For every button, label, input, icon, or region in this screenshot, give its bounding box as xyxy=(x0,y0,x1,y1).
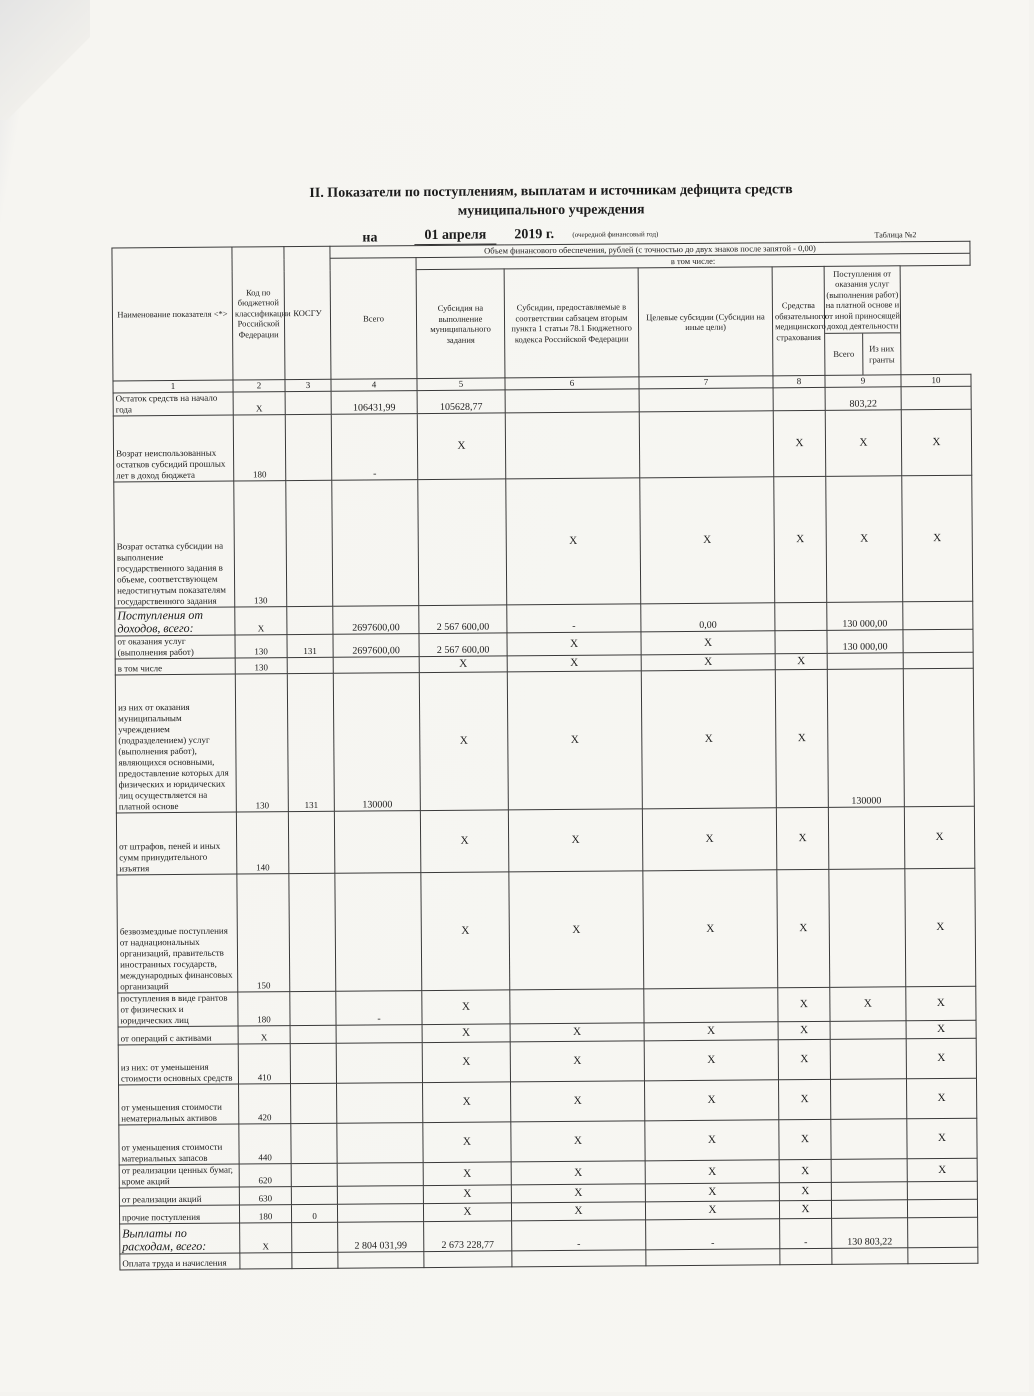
table-row xyxy=(116,806,974,875)
col-number: 6 xyxy=(505,377,639,390)
row-name: Поступления от доходов, всего: xyxy=(115,607,235,636)
row-kosgu: 131 xyxy=(287,634,333,657)
col-number: 2 xyxy=(233,380,285,392)
row-value-c7: X xyxy=(640,477,775,604)
header-target: Целевые субсидии (Субсидии на иные цели) xyxy=(638,267,773,377)
row-value-c8: X xyxy=(779,1159,831,1182)
table-row xyxy=(115,668,974,813)
row-value-c8: X xyxy=(777,869,830,987)
row-kosgu xyxy=(291,1163,337,1186)
header-name: Наименование показателя <*> xyxy=(112,247,233,381)
row-value-c10: X xyxy=(904,806,974,869)
row-value-c5: X xyxy=(423,1185,511,1204)
table-header xyxy=(112,241,971,381)
row-value-total xyxy=(337,1186,423,1205)
row-code: 420 xyxy=(239,1084,291,1124)
row-code: 410 xyxy=(238,1044,290,1084)
row-value-c9: X xyxy=(830,987,906,1022)
header-paid-total: Всего xyxy=(825,334,863,375)
row-value-c10: X xyxy=(902,475,973,602)
row-value-c5: X xyxy=(423,1082,511,1123)
row-value-c10: X xyxy=(906,1038,976,1079)
row-value-c9 xyxy=(830,1039,906,1080)
row-value-c6: X xyxy=(507,671,642,810)
row-kosgu xyxy=(287,657,333,673)
table-row xyxy=(113,409,971,482)
row-kosgu xyxy=(288,811,334,873)
row-code: X xyxy=(238,1026,290,1044)
row-code: 130 xyxy=(234,481,287,607)
row-name: от уменьшения стоимости нематериальных активов xyxy=(119,1084,239,1125)
row-name: от реализации акций xyxy=(119,1187,239,1206)
col-number: 8 xyxy=(773,375,825,387)
row-kosgu xyxy=(292,1222,338,1252)
row-value-c6: X xyxy=(510,1081,644,1122)
row-kosgu xyxy=(290,991,336,1025)
row-value-total xyxy=(337,1204,423,1223)
row-value-c10: X xyxy=(906,1020,976,1039)
row-value-c10: X xyxy=(906,1078,976,1119)
row-value-c5: X xyxy=(423,1162,511,1186)
row-value-c5: X xyxy=(419,672,508,811)
row-value-total xyxy=(337,1123,423,1164)
row-value-total xyxy=(336,1025,422,1044)
row-value-c9 xyxy=(827,653,903,670)
row-value-c5: X xyxy=(420,810,508,873)
row-name: Возрат остатка субсидии на выполнение государственного задания в объеме, соответствующем недостигнутым показателям государственного задания xyxy=(114,481,235,608)
row-value-c10 xyxy=(903,652,973,669)
row-value-c6: - xyxy=(512,1220,646,1251)
row-value-c6: X xyxy=(506,478,641,605)
row-value-total xyxy=(333,657,419,674)
row-value-total xyxy=(334,811,420,874)
row-value-c9: 130 000,00 xyxy=(827,630,903,654)
date-day: 01 апреля xyxy=(414,227,496,245)
row-value-c8: - xyxy=(780,1218,832,1248)
row-value-c5: 2 567 600,00 xyxy=(419,633,507,657)
row-value-c7 xyxy=(644,988,778,1023)
row-value-c8 xyxy=(775,630,827,653)
row-code: X xyxy=(240,1223,292,1253)
row-code: 180 xyxy=(238,992,290,1026)
col-number: 3 xyxy=(285,379,331,391)
row-value-c9 xyxy=(829,869,906,988)
table-row xyxy=(119,1078,977,1125)
row-value-c5: X xyxy=(417,413,506,480)
row-value-c8: X xyxy=(779,1119,831,1159)
row-code: 140 xyxy=(236,812,288,874)
row-value-c8 xyxy=(775,602,827,630)
row-value-c7: X xyxy=(645,1201,779,1220)
row-value-c5: X xyxy=(422,1042,510,1083)
table-number: Таблица №2 xyxy=(874,230,917,240)
row-value-c8: X xyxy=(779,1182,831,1200)
row-name: от операций с активами xyxy=(118,1026,238,1045)
row-value-c6 xyxy=(512,1250,646,1267)
header-subsidy-78: Субсидии, предоставляемые в соответствии сабзацем вторым пункта 1 статьи 78.1 Бюджетного кодекса Российской Федерации xyxy=(504,268,639,378)
row-value-c6: X xyxy=(511,1161,645,1185)
row-code: 630 xyxy=(239,1187,291,1205)
col-number: 1 xyxy=(113,380,233,393)
col-number: 10 xyxy=(901,374,971,387)
row-name: от штрафов, пеней и иных сумм принудительного изъятия xyxy=(116,812,236,875)
row-value-c8 xyxy=(773,387,825,410)
row-value-c7: X xyxy=(644,1022,778,1041)
row-kosgu: 0 xyxy=(291,1204,337,1222)
row-name: поступления в виде грантов от физических и юридических лиц xyxy=(118,992,238,1027)
header-oms: Средства обязательного медицинского страхования xyxy=(772,266,825,375)
row-value-total xyxy=(335,873,422,992)
row-value-total: 106431,99 xyxy=(331,391,417,415)
row-value-total: - xyxy=(336,991,422,1026)
row-code: 130 xyxy=(235,674,288,812)
row-value-c7: X xyxy=(644,1080,778,1121)
row-code: 130 xyxy=(235,635,287,658)
row-value-c7: X xyxy=(645,1160,779,1184)
row-value-c9: 130 000,00 xyxy=(827,602,903,631)
row-value-total: 2697600,00 xyxy=(333,606,419,635)
row-value-c8: X xyxy=(778,987,830,1021)
row-value-c9: X xyxy=(826,476,903,603)
row-name: Выплаты по расходам, всего: xyxy=(120,1223,240,1254)
row-kosgu xyxy=(289,873,336,991)
row-value-c7 xyxy=(639,411,774,478)
row-value-c5: 2 567 600,00 xyxy=(419,605,507,634)
header-kosgu: КОСГУ xyxy=(284,246,331,379)
row-value-c10: X xyxy=(907,1158,977,1182)
row-value-c9 xyxy=(830,1079,906,1120)
row-kosgu xyxy=(290,1025,336,1043)
row-code: 130 xyxy=(235,658,287,674)
row-name: Оплата труда и начисления xyxy=(120,1253,240,1270)
row-code: X xyxy=(233,392,285,415)
row-value-c5: X xyxy=(423,1122,511,1163)
row-value-c7: X xyxy=(641,631,775,655)
row-value-total xyxy=(337,1083,423,1124)
table-body xyxy=(113,374,978,1270)
row-name: Остаток средств на начало года xyxy=(113,392,233,416)
header-volume: Объем финансового обеспечения, рублей (с точностью до двух знаков после запятой - 0,00) xyxy=(330,241,970,258)
row-value-c9: 130 803,22 xyxy=(832,1218,908,1249)
row-value-total: 2697600,00 xyxy=(333,634,419,658)
row-value-c6: X xyxy=(511,1202,645,1221)
row-value-c10: X xyxy=(906,986,976,1021)
row-value-c8: X xyxy=(775,653,827,669)
row-value-c6: X xyxy=(509,871,644,990)
row-value-c6: X xyxy=(508,809,642,872)
row-value-c10 xyxy=(903,601,973,630)
row-name: от оказания услуг (выполнения работ) xyxy=(115,635,235,659)
row-code: 180 xyxy=(239,1205,291,1223)
row-value-c5: X xyxy=(421,872,510,991)
row-value-c10 xyxy=(907,1181,977,1200)
row-value-total xyxy=(336,1043,422,1084)
table-row xyxy=(119,1118,977,1165)
row-value-c7: X xyxy=(642,808,776,871)
row-kosgu: 131 xyxy=(287,673,334,811)
row-value-c7: - xyxy=(646,1219,780,1250)
row-value-c10 xyxy=(908,1247,978,1264)
row-value-c10 xyxy=(907,1199,977,1218)
row-kosgu xyxy=(290,1043,336,1083)
row-value-c5: X xyxy=(422,990,510,1025)
row-value-total xyxy=(337,1163,423,1187)
row-value-c9 xyxy=(831,1182,907,1201)
row-value-c9 xyxy=(831,1159,907,1183)
row-kosgu xyxy=(285,391,331,414)
row-value-c8: X xyxy=(778,1021,830,1039)
row-value-c7: X xyxy=(645,1120,779,1161)
row-value-c9 xyxy=(831,1200,907,1219)
row-value-c7: 0,00 xyxy=(641,603,775,632)
row-value-c5: 105628,77 xyxy=(417,390,505,414)
row-value-c6: X xyxy=(507,632,641,656)
row-value-c6: X xyxy=(510,1023,644,1042)
row-kosgu xyxy=(291,1083,337,1123)
row-value-c7 xyxy=(646,1249,780,1266)
row-value-total: - xyxy=(331,414,418,481)
row-value-c8: X xyxy=(775,669,828,807)
row-name: в том числе xyxy=(115,658,235,675)
document-title xyxy=(246,180,856,223)
row-value-c8: X xyxy=(773,410,826,476)
col-number: 4 xyxy=(331,379,417,392)
row-kosgu xyxy=(287,606,333,634)
table-row xyxy=(114,475,973,608)
header-code: Код по бюджетной классификации Российской Федерации xyxy=(232,247,285,380)
table-row xyxy=(118,1038,976,1085)
row-value-c7: X xyxy=(643,870,778,989)
row-value-c10: X xyxy=(901,409,972,476)
row-value-c6: X xyxy=(510,1041,644,1082)
row-kosgu xyxy=(291,1123,337,1163)
row-value-c5: 2 673 228,77 xyxy=(424,1221,512,1252)
row-value-total xyxy=(338,1252,424,1269)
row-value-c7: X xyxy=(645,1183,779,1202)
row-value-c9: 803,22 xyxy=(825,387,901,411)
row-value-c5 xyxy=(418,479,507,606)
col-number: 5 xyxy=(417,378,505,391)
header-subsidy: Субсидия на выполнение муниципального задания xyxy=(416,269,505,379)
header-incl: в том числе: xyxy=(416,253,970,269)
row-value-c5: X xyxy=(422,1024,510,1043)
row-value-c9: X xyxy=(825,410,902,477)
row-value-c6 xyxy=(510,989,644,1024)
col-number: 7 xyxy=(639,376,773,389)
row-value-c9 xyxy=(828,807,904,870)
row-value-c6: X xyxy=(507,655,641,672)
table-row xyxy=(117,868,976,993)
row-name: безвозмездные поступления от наднациональных организаций, правительств иностранных государств, международных финансовых организаций xyxy=(117,874,238,993)
date-year: 2019 г. xyxy=(514,227,555,243)
row-code: X xyxy=(235,607,287,635)
col-number: 9 xyxy=(825,375,901,388)
row-value-c6 xyxy=(505,412,640,479)
row-code: 440 xyxy=(239,1124,291,1164)
header-total: Всего xyxy=(330,258,417,380)
row-value-c9: 130000 xyxy=(827,669,904,808)
row-value-c8: X xyxy=(776,807,828,869)
row-value-c10: X xyxy=(907,1118,977,1159)
row-value-c8: X xyxy=(778,1039,830,1079)
row-value-c5: X xyxy=(419,656,507,673)
row-value-c5 xyxy=(424,1251,512,1268)
row-code: 620 xyxy=(239,1164,291,1187)
row-value-total xyxy=(332,480,419,607)
row-value-total: 130000 xyxy=(333,673,420,812)
row-value-c8: X xyxy=(778,1079,830,1119)
row-name: из них от оказания муниципальным учреждением (подразделением) услуг (выполнения работ), являющихся основными, предоставление которых для физических и юридических лиц осуществляется на платной основе xyxy=(115,674,236,813)
date-prefix: на xyxy=(362,230,378,246)
row-name: от реализации ценных бумаг, кроме акций xyxy=(119,1164,239,1188)
row-name: прочие поступления xyxy=(119,1205,239,1224)
row-value-c9 xyxy=(830,1021,906,1040)
row-value-c10 xyxy=(903,629,973,653)
row-kosgu xyxy=(291,1186,337,1204)
row-value-c8 xyxy=(780,1248,832,1264)
row-value-c9 xyxy=(831,1119,907,1160)
row-value-c6: - xyxy=(507,604,641,633)
row-value-c6: X xyxy=(511,1184,645,1203)
row-kosgu xyxy=(286,480,333,606)
row-value-c5: X xyxy=(423,1203,511,1222)
row-value-c7: X xyxy=(641,670,776,809)
row-value-c10: X xyxy=(905,868,976,987)
row-kosgu xyxy=(292,1252,338,1268)
row-value-c7 xyxy=(639,388,773,412)
row-value-c10 xyxy=(901,386,971,410)
row-code: 150 xyxy=(237,874,290,992)
row-value-c10 xyxy=(903,668,974,807)
row-value-c8: X xyxy=(774,476,827,602)
date-hint: (очередной финансовый год) xyxy=(572,230,659,239)
header-paid: Поступления от оказания услуг (выполнения работ) на платной основе и от иной приносящей доход деятельности xyxy=(825,266,901,334)
row-value-c9 xyxy=(832,1248,908,1265)
title-line-1: II. Показатели по поступлениям, выплатам и источникам дефицита средств xyxy=(309,182,793,201)
row-value-c7: X xyxy=(641,654,775,671)
indicators-table xyxy=(111,241,978,1271)
row-value-c8: X xyxy=(779,1200,831,1218)
title-line-2: муниципального учреждения xyxy=(457,202,645,219)
row-value-c6 xyxy=(505,389,639,413)
row-value-total: 2 804 031,99 xyxy=(338,1222,424,1253)
row-name: от уменьшения стоимости материальных запасов xyxy=(119,1124,239,1165)
row-name: из них: от уменьшения стоимости основных средств xyxy=(118,1044,238,1085)
header-grants: Из них гранты xyxy=(869,343,895,365)
row-value-c10 xyxy=(908,1217,978,1248)
row-code: 180 xyxy=(233,415,286,481)
row-code xyxy=(240,1253,292,1269)
row-value-c7: X xyxy=(644,1040,778,1081)
row-name: Возрат неиспользованных остатков субсидий прошлых лет в доход бюджета xyxy=(113,415,234,482)
row-value-c6: X xyxy=(511,1121,645,1162)
row-kosgu xyxy=(285,414,332,480)
